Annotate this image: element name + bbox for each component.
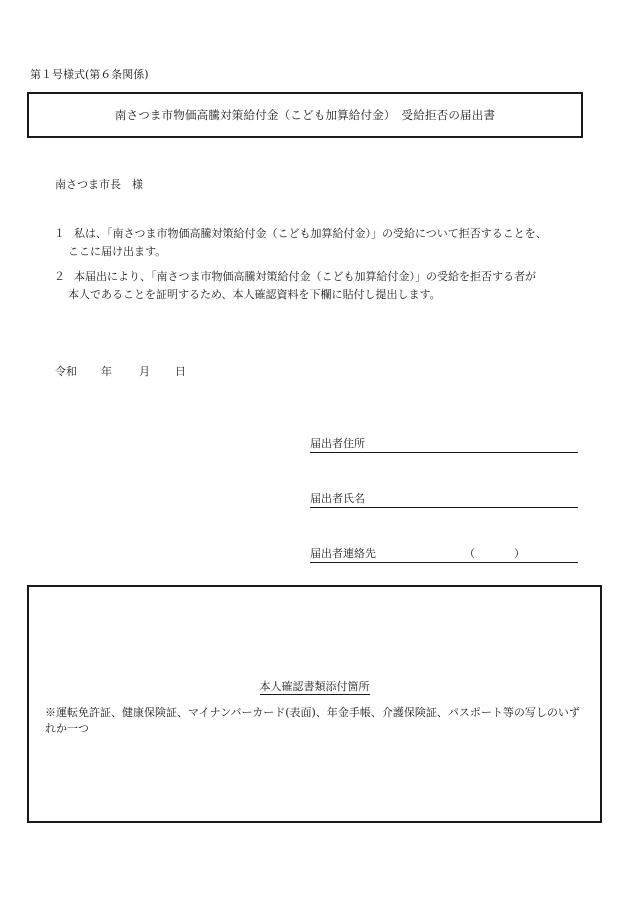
contact-paren-close: ） <box>514 547 525 560</box>
addressee: 南さつま市長 様 <box>55 178 143 191</box>
id-section-title-wrap <box>29 678 600 694</box>
name-label: 届出者氏名 <box>310 492 365 505</box>
item-text-line1: 私は、「南さつま市物価高騰対策給付金（こども加算給付金）」の受給について拒否することを、 <box>74 227 547 240</box>
date-year-label: 年 <box>101 365 112 378</box>
id-document-attach-box[interactable] <box>27 585 602 823</box>
date-row <box>55 363 186 379</box>
item-number: １ <box>54 227 65 240</box>
id-section-note: ※運転免許証、健康保険証、マイナンバーカード(表面)、年金手帳、介護保険証、パスポート等の写しのいずれか一つ <box>45 706 580 735</box>
date-month-label: 月 <box>139 365 150 378</box>
item-number: ２ <box>54 270 65 283</box>
address-label: 届出者住所 <box>310 437 365 450</box>
contact-label: 届出者連絡先 <box>310 547 376 560</box>
contact-paren-open: （ <box>464 547 475 560</box>
statement-item-1 <box>54 225 589 261</box>
name-field[interactable] <box>310 492 578 508</box>
title-box <box>27 92 583 138</box>
document-title: 南さつま市物価高騰対策給付金（こども加算給付金） 受給拒否の届出書 <box>114 108 496 122</box>
form-number: 第１号様式(第６条関係) <box>30 68 149 81</box>
item-text-line1: 本届出により、「南さつま市物価高騰対策給付金（こども加算給付金）」の受給を拒否する者が <box>74 270 536 283</box>
address-field[interactable] <box>310 437 578 453</box>
contact-field[interactable] <box>310 547 578 563</box>
id-section-title: 本人確認書類添付箇所 <box>259 680 370 693</box>
item-text-line2: ここに届け出ます。 <box>68 245 167 258</box>
date-era: 令和 <box>55 365 77 378</box>
statement-item-2 <box>54 268 589 304</box>
date-day-label: 日 <box>175 365 186 378</box>
item-text-line2: 本人であることを証明するため、本人確認資料を下欄に貼付し提出します。 <box>68 288 441 301</box>
